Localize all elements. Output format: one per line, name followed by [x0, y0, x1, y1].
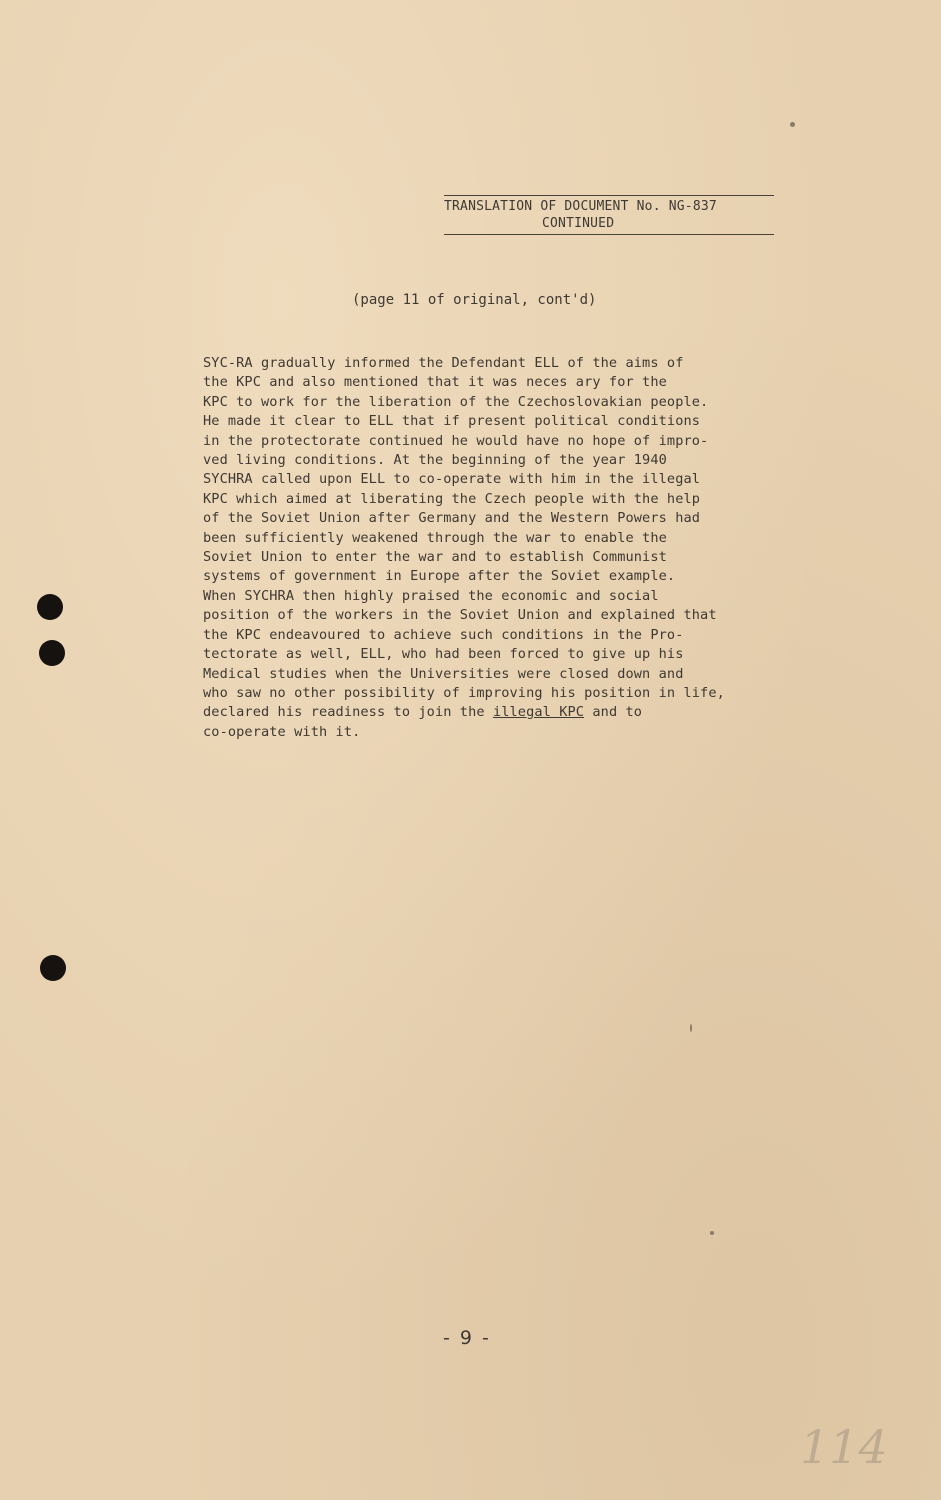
text-line: of the Soviet Union after Germany and the Western Powers had	[203, 510, 701, 527]
document-title: TRANSLATION OF DOCUMENT No. NG-837	[444, 195, 774, 215]
text-line: who saw no other possibility of improving his position in life,	[203, 684, 725, 701]
page-number: - 9 -	[443, 1327, 491, 1349]
text-line: tectorate as well, ELL, who had been forced to give up his	[203, 646, 684, 663]
paper-speck	[790, 122, 795, 127]
text-line: position of the workers in the Soviet Union and explained that	[203, 607, 717, 624]
text-line: KPC which aimed at liberating the Czech people with the help	[203, 490, 701, 507]
text-segment: declared his readiness to join the	[203, 704, 493, 721]
text-line: He made it clear to ELL that if present political conditions	[203, 413, 701, 430]
body-paragraph	[203, 354, 813, 742]
punch-hole	[40, 955, 66, 981]
document-header	[444, 195, 774, 235]
text-line	[203, 703, 813, 722]
text-line: ved living conditions. At the beginning of the year 1940	[203, 452, 667, 469]
page-reference: (page 11 of original, cont'd)	[352, 292, 597, 308]
handwritten-folio-number: 114	[800, 1420, 888, 1474]
punch-hole	[39, 640, 65, 666]
text-line: KPC to work for the liberation of the Czechoslovakian people.	[203, 393, 709, 410]
punch-hole	[37, 594, 63, 620]
paper-speck	[690, 1024, 692, 1032]
text-line: SYC-RA gradually informed the Defendant ELL of the aims of	[203, 355, 684, 371]
text-line: Soviet Union to enter the war and to establish Communist	[203, 549, 667, 566]
paper-speck	[710, 1231, 714, 1235]
text-line: the KPC endeavoured to achieve such conditions in the Pro-	[203, 626, 684, 643]
text-line: Medical studies when the Universities were closed down and	[203, 665, 684, 682]
text-line: in the protectorate continued he would have no hope of impro-	[203, 432, 709, 449]
underlined-term: illegal KPC	[492, 704, 585, 721]
document-continued-label: CONTINUED	[444, 215, 774, 235]
text-line: been sufficiently weakened through the war to enable the	[203, 529, 667, 546]
text-line: When SYCHRA then highly praised the economic and social	[203, 587, 659, 604]
text-line: the KPC and also mentioned that it was neces ary for the	[203, 374, 667, 391]
text-line: SYCHRA called upon ELL to co-operate with him in the illegal	[203, 471, 701, 488]
text-line: systems of government in Europe after the Soviet example.	[203, 568, 676, 585]
text-line: co-operate with it.	[203, 723, 361, 740]
text-segment: and to	[584, 704, 643, 721]
